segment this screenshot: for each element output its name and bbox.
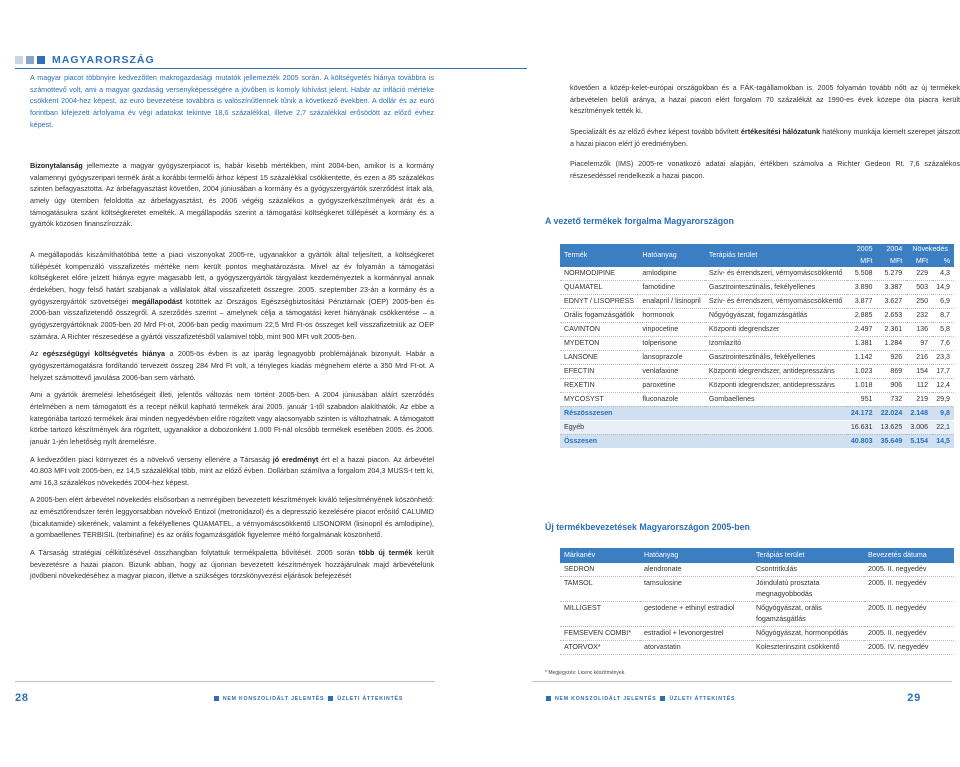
col-date: Bevezetés dátuma bbox=[864, 548, 954, 563]
table-row bbox=[560, 563, 954, 576]
cell-growth: 136 bbox=[906, 323, 932, 337]
square-icon bbox=[214, 696, 219, 701]
table-row bbox=[560, 365, 954, 379]
cell-product: EDNYT / LISOPRESS bbox=[560, 295, 638, 309]
cell-area: Nőgyógyászat, fogamzásgátlás bbox=[705, 309, 847, 323]
cell-pct: 6,9 bbox=[932, 295, 954, 309]
page-number: 28 bbox=[15, 692, 29, 704]
subtotal-row bbox=[560, 406, 954, 420]
cell-product: MYCOSYST bbox=[560, 392, 638, 406]
cell-pct: 23,3 bbox=[932, 351, 954, 365]
cell-active: lansoprazole bbox=[638, 351, 704, 365]
cell-area: Központi idegrendszer bbox=[705, 323, 847, 337]
cell-2005: 24.172 bbox=[847, 406, 877, 420]
left-column-top bbox=[30, 72, 434, 136]
cell-growth: 232 bbox=[906, 309, 932, 323]
cell-growth: 216 bbox=[906, 351, 932, 365]
col-active: Hatóanyag bbox=[638, 244, 704, 267]
square-icon bbox=[660, 696, 665, 701]
table-row bbox=[560, 351, 954, 365]
footnote: * Megjegyzés: Licenc készítmények. bbox=[545, 670, 626, 676]
cell-growth: 229 bbox=[906, 267, 932, 280]
cell-pct: 5,8 bbox=[932, 323, 954, 337]
cell-area: Nőgyógyászat, orális fogamzásgátlás bbox=[752, 602, 864, 627]
cell-2005: 16.631 bbox=[847, 420, 877, 434]
cell-product: Orális fogamzásgátlók bbox=[560, 309, 638, 323]
leading-products-table bbox=[560, 244, 954, 449]
cell-2004: 869 bbox=[877, 365, 907, 379]
unit-pct: % bbox=[932, 256, 954, 268]
section-title: MAGYARORSZÁG bbox=[52, 53, 155, 66]
cell-active: tolperisone bbox=[638, 337, 704, 351]
cell-active: gestodene + ethinyl estradiol bbox=[640, 602, 752, 627]
square-icon bbox=[26, 56, 34, 64]
cell-2004: 1.284 bbox=[877, 337, 907, 351]
cell-brand: TAMSOL bbox=[560, 577, 640, 602]
footer-label: NEM KONSZOLIDÁLT JELENTÉS bbox=[555, 695, 657, 702]
cell-active: atorvastatin bbox=[640, 641, 752, 655]
cell-pct: 12,4 bbox=[932, 379, 954, 393]
table2-title: Új termékbevezetések Magyarországon 2005-ben bbox=[545, 522, 750, 532]
table-row bbox=[560, 295, 954, 309]
pricing-paragraph: Ami a gyártók áremelési lehetőségeit illeti, jelentős változás nem történt 2005-ben. A 2004 júniusában aláírt szerződés értelmében a nem támogatott és a recept nélkül kapható termékek árai 2005. január 1-től szabadon alakíthatók. Az ebbe a kategóriába tartozó termékek árai minden negyedévben előre rögzített vagy alacsonyabb szinten is változhatnak. A támogatott körbe tartozó készítmények ára rögzített, ugyanakkor a dobozonként 1.000 Ft-nál olcsóbb termékek esetében 2005. és 2006. január 1-jén lehetőség nyílt áremelésre. bbox=[30, 390, 434, 446]
cell-2005: 40.803 bbox=[847, 434, 877, 448]
cell-growth: 3.006 bbox=[906, 420, 932, 434]
cell-label: Összesen bbox=[560, 434, 847, 448]
cell-2005: 3.890 bbox=[847, 281, 877, 295]
cell-product: LANSONE bbox=[560, 351, 638, 365]
cell-2004: 13.625 bbox=[877, 420, 907, 434]
cell-active: hormonok bbox=[638, 309, 704, 323]
unit-mft: MFt bbox=[906, 256, 932, 268]
cell-area: Koleszterinszint csökkentő bbox=[752, 641, 864, 655]
cell-2004: 3.387 bbox=[877, 281, 907, 295]
other-row bbox=[560, 420, 954, 434]
square-icon bbox=[15, 56, 23, 64]
col-active: Hatóanyag bbox=[640, 548, 752, 563]
cell-growth: 154 bbox=[906, 365, 932, 379]
sales-network-paragraph: Specializált és az előző évhez képest tovább bővített értékesítési hálózatunk hatékony munkája kiemelt szerepet játszott a hazai piacon elért jó eredményben. bbox=[570, 126, 960, 148]
intro-paragraph: A magyar piacot többnyire kedvezőtlen makrogazdasági mutatók jellemezték 2005 során. A költségvetés hiánya továbbra is számottevő volt, ami a magyar gazdaság versenyképességére a jövőben is komoly kihívást jelent. Habár az infláció mértéke csökkent 2004-hez képest, az euró bevezetése továbbra is valószínűtlennek tűnik a következő években. A dollár és az euró forintban kifejezett árfolyama év végi adatokat tekintve 18,6 százalékkal, illetve 2,7 százalékkal erősödött az előző évhez képest. bbox=[30, 73, 434, 129]
cell-area: Szív- és érrendszeri, vérnyomáscsökkentő bbox=[705, 295, 847, 309]
cell-brand: SEDRON bbox=[560, 563, 640, 576]
cell-2005: 1.381 bbox=[847, 337, 877, 351]
cell-active: famotidine bbox=[638, 281, 704, 295]
market-share-paragraph: Piacelemzők (IMS) 2005-re vonatkozó adatai alapján, értékben számolva a Richter Gedeon Rt. 7,6 százalékos részesedéssel rendelkezik a hazai piacon. bbox=[570, 159, 960, 180]
table-row bbox=[560, 379, 954, 393]
cell-growth: 2.148 bbox=[906, 406, 932, 420]
cell-2004: 2.653 bbox=[877, 309, 907, 323]
cell-product: QUAMATEL bbox=[560, 281, 638, 295]
cell-active: enalapril / lisinopril bbox=[638, 295, 704, 309]
cell-2005: 5.508 bbox=[847, 267, 877, 280]
left-column-bottom bbox=[30, 249, 434, 588]
cell-area: Jóindulatú prosztata megnagyobbodás bbox=[752, 577, 864, 602]
cell-label: Egyéb bbox=[560, 420, 847, 434]
col-growth: Növekedés bbox=[906, 244, 954, 256]
cell-area: Szív- és érrendszeri, vérnyomáscsökkentő bbox=[705, 267, 847, 280]
cell-2005: 2.885 bbox=[847, 309, 877, 323]
cell-product: EFECTIN bbox=[560, 365, 638, 379]
cell-2004: 22.024 bbox=[877, 406, 907, 420]
cell-area: Központi idegrendszer, antidepresszáns bbox=[705, 379, 847, 393]
uncertainty-paragraph: Bizonytalanság jellemezte a magyar gyógyszerpiacot is, habár kisebb mértékben, mint 2004-ben, amikor is a kormány valamennyi gyógyszeripari termék árát a korábbi termelői árhoz képest 15 százalékkal csökkentette, és ezen a 85 százalékos szinten befagyasztotta. Az árbefagyasztást követően, 2004 júniusában a kormány és a gyógyszergyártók szerződést írtak alá, amely úgy ütemben feloldotta az árbefagyasztást, és 2006 végéig százalékos a gyógyszerkészítmények árát és a támogatásukra szánt költségkeretet emelték. A megállapodás szerint a támogatási költségkeret túllépését a kormány és a gyártók közösen finanszírozzák. bbox=[30, 161, 434, 229]
new-products-table bbox=[560, 548, 954, 655]
section-header bbox=[15, 51, 527, 69]
cell-pct: 17,7 bbox=[932, 365, 954, 379]
cell-2005: 2.497 bbox=[847, 323, 877, 337]
cell-2004: 926 bbox=[877, 351, 907, 365]
cell-area: Nőgyógyászat, hormonpótlás bbox=[752, 627, 864, 641]
unit-mft: MFt bbox=[877, 256, 907, 268]
cell-area: Gombaellenes bbox=[705, 392, 847, 406]
table-row bbox=[560, 602, 954, 627]
cell-date: 2005. II. negyedév bbox=[864, 577, 954, 602]
table-row bbox=[560, 281, 954, 295]
left-column-mid bbox=[30, 160, 434, 236]
cell-product: REXETIN bbox=[560, 379, 638, 393]
cell-active: estradiol + levonorgestrel bbox=[640, 627, 752, 641]
cell-product: MYDETON bbox=[560, 337, 638, 351]
cell-pct: 4,3 bbox=[932, 267, 954, 280]
cell-growth: 503 bbox=[906, 281, 932, 295]
cell-area: Izomlazító bbox=[705, 337, 847, 351]
page-number: 29 bbox=[907, 692, 922, 704]
cell-2004: 5.279 bbox=[877, 267, 907, 280]
cell-date: 2005. II. negyedév bbox=[864, 563, 954, 576]
table-row bbox=[560, 577, 954, 602]
cell-pct: 14,9 bbox=[932, 281, 954, 295]
col-2004: 2004 bbox=[877, 244, 907, 256]
growth-paragraph: A 2005-ben elért árbevétel növekedés elsősorban a nemrégiben bevezetett készítmények kiváló teljesítményének köszönhető: az emésztőrendszer terén leggyorsabban növekvő Entizol (metronidazol) és a depresszió kezelésére piacot erősítő CALUMID (bicalutamide) sikerének, valamint a fekélyellenes QUAMATEL, a vérnyomáscsökkentő LISONORM (lisinopril és amlodipine), a gombaellenes TERBISIL (terbinafine) és az orális fogamzásgátlók figyelemre méltó forgalmának köszönhető. bbox=[30, 495, 434, 540]
cell-area: Gasztrointesztinális, fekélyellenes bbox=[705, 351, 847, 365]
cell-2004: 906 bbox=[877, 379, 907, 393]
cell-active: paroxetine bbox=[638, 379, 704, 393]
table-row bbox=[560, 627, 954, 641]
cell-pct: 7,6 bbox=[932, 337, 954, 351]
footer-label: NEM KONSZOLIDÁLT JELENTÉS bbox=[222, 695, 325, 702]
square-icon bbox=[37, 56, 45, 64]
results-paragraph: A kedvezőtlen piaci környezet és a növekvő verseny ellenére a Társaság jó eredményt ért el a hazai piacon. Az árbevétel 40.803 MFt volt 2005-ben, ez 14,5 százalékkal több, mint az előző évben. Dollárban számítva a forgalom 204,3 MUSS-t tett ki, ami 16,3 százalékos növekedés 2004-hez képest. bbox=[30, 454, 434, 487]
cell-pct: 29,9 bbox=[932, 392, 954, 406]
cell-pct: 22,1 bbox=[932, 420, 954, 434]
footer-label: ÜZLETI ÁTTEKINTÉS bbox=[337, 695, 404, 702]
cell-2004: 732 bbox=[877, 392, 907, 406]
table-row bbox=[560, 337, 954, 351]
footer-left bbox=[15, 690, 403, 708]
cell-date: 2005. II. negyedév bbox=[864, 602, 954, 627]
cell-active: venlafaxine bbox=[638, 365, 704, 379]
cell-area: Gasztrointesztinális, fekélyellenes bbox=[705, 281, 847, 295]
cell-brand: FEMSEVEN COMBI* bbox=[560, 627, 640, 641]
cell-pct: 8,7 bbox=[932, 309, 954, 323]
cell-area: Csontritkulás bbox=[752, 563, 864, 576]
cell-brand: MILLIGEST bbox=[560, 602, 640, 627]
cell-growth: 97 bbox=[906, 337, 932, 351]
cell-growth: 112 bbox=[906, 379, 932, 393]
col-product: Termék bbox=[560, 244, 638, 267]
cell-active: tamsulosine bbox=[640, 577, 752, 602]
agreement-paragraph: A megállapodás kiszámíthatóbbá tette a piaci viszonyokat 2005-re, ugyanakkor a gyártók által teljesített, a költségkeret túllépését kompenzáló visszafizetés mértéke nem került pontos meghatározásra. Mivel az év folyamán a támogatási költségkeret előre jelzett hiánya egyre magasabb lett, a gyógyszergyártók tárgyalást kezdeményeztek a kormánnyal annak érdekében, hogy felső határt szabjanak a vállalatok által visszafizetett összegre. 2005. szeptember 23-án a kormány és a gyógyszergyártók szövetségei megállapodást kötöttek az Országos Egészségbiztosítási Pénztárnak (OEP) 2005-ben és 2006-ban visszafizetendő összegről. A szerződés szerint – amelynek célja a támogatási keret hiányának csökkentése – a gyógyszergyártóknak 2005-ben 20 Mrd Ft-ot, 2006-ban pedig maximum 22,5 Mrd Ft-os összeget kell visszafizetniük az OEP számára. A Richter részesedése a gyártói visszafizetésből valamivel több, mint 900 MFt volt 2005-ben. bbox=[30, 250, 435, 341]
cell-product: CAVINTON bbox=[560, 323, 638, 337]
cell-2004: 35.649 bbox=[877, 434, 907, 448]
cell-2004: 3.627 bbox=[877, 295, 907, 309]
unit-mft: MFt bbox=[847, 256, 877, 268]
footer-right bbox=[542, 690, 921, 708]
footer-label: ÜZLETI ÁTTEKINTÉS bbox=[669, 695, 736, 702]
cell-brand: ATORVOX* bbox=[560, 641, 640, 655]
cell-active: amlodipine bbox=[638, 267, 704, 280]
cell-area: Központi idegrendszer, antidepresszáns bbox=[705, 365, 847, 379]
col-2005: 2005 bbox=[847, 244, 877, 256]
budget-paragraph: Az egészségügyi költségvetés hiánya a 2005-ös évben is az iparág legnagyobb problémájának bizonyult. Habár a gyógyszertámogatásra fordítandó tervezett összeg 284 Mrd Ft volt, a tényleges kiadás mégnehem elérte a 350 Mrd Ft-ot. A helyzet számottevő javulása 2006-ban sem várható. bbox=[30, 349, 434, 382]
cell-growth: 5.154 bbox=[906, 434, 932, 448]
cell-2005: 951 bbox=[847, 392, 877, 406]
table-row bbox=[560, 323, 954, 337]
table-row bbox=[560, 309, 954, 323]
total-row bbox=[560, 434, 954, 448]
col-brand: Márkanév bbox=[560, 548, 640, 563]
cell-active: alendronate bbox=[640, 563, 752, 576]
header-rule bbox=[15, 68, 527, 69]
cell-2005: 1.142 bbox=[847, 351, 877, 365]
square-icon bbox=[546, 696, 551, 701]
table-row bbox=[560, 641, 954, 655]
cell-2005: 1.018 bbox=[847, 379, 877, 393]
square-icon bbox=[328, 696, 333, 701]
cell-pct: 9,8 bbox=[932, 406, 954, 420]
cell-active: vinpocetine bbox=[638, 323, 704, 337]
cell-2005: 1.023 bbox=[847, 365, 877, 379]
footer-rule-right bbox=[532, 681, 952, 682]
cell-2005: 3.877 bbox=[847, 295, 877, 309]
table1-title: A vezető termékek forgalma Magyarországon bbox=[545, 216, 734, 226]
table-row bbox=[560, 392, 954, 406]
footer-rule-left bbox=[15, 681, 435, 682]
cell-product: NORMODIPINE bbox=[560, 267, 638, 280]
cell-2004: 2.361 bbox=[877, 323, 907, 337]
cell-date: 2005. II. negyedév bbox=[864, 627, 954, 641]
continuation-paragraph: követően a közép-kelet-európai országokban és a FÁK-tagállamokban is. 2005 folyamán tovább nőtt az új termékek árbevételen belüli aránya, a hazai piacon elért forgalom 70 százalékát az 1990-es évek közepe óta piacra került készítmények tették ki. bbox=[570, 83, 960, 116]
cell-growth: 250 bbox=[906, 295, 932, 309]
table-row bbox=[560, 267, 954, 280]
cell-pct: 14,5 bbox=[932, 434, 954, 448]
cell-label: Részösszesen bbox=[560, 406, 847, 420]
cell-growth: 219 bbox=[906, 392, 932, 406]
col-area: Terápiás terület bbox=[705, 244, 847, 267]
cell-date: 2005. IV. negyedév bbox=[864, 641, 954, 655]
right-column-top bbox=[570, 82, 960, 191]
cell-active: fluconazole bbox=[638, 392, 704, 406]
strategy-paragraph: A Társaság stratégiai célkitűzésével összhangban folytattuk termékpaletta bővítését. 2005 során több új termék került bevezetésre a hazai piacon. Bizunk abban, hogy az újonnan bevezetett készítmények hozzájárulnak majd árbevételünk jövőbeni növekedéséhez a magyar piacon, illetve a szükséges törzskönyvezési eljárások befejezését bbox=[30, 548, 434, 581]
col-area: Terápiás terület bbox=[752, 548, 864, 563]
